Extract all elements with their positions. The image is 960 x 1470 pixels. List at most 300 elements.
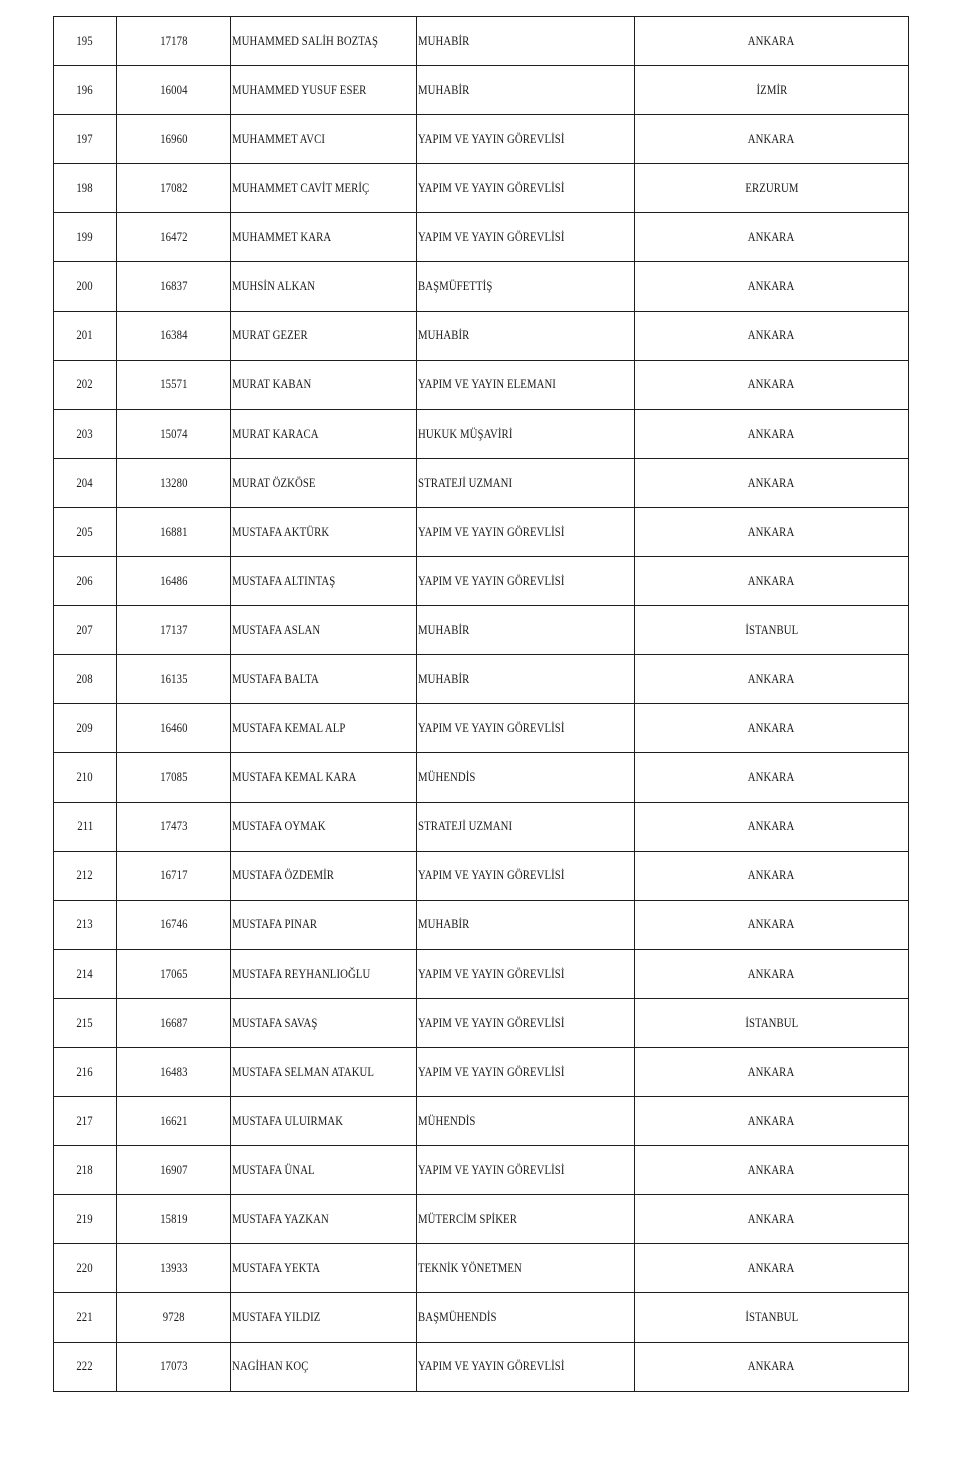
row-number-cell [54,1293,117,1342]
personnel-table [53,16,909,1392]
city-cell [635,1146,909,1195]
table-row [54,115,909,164]
city-cell [635,949,909,998]
city-cell-text: İZMİR [756,82,787,97]
full-name-cell [231,704,417,753]
position-cell-text: MUHABİR [418,917,470,932]
full-name-cell-text: MUSTAFA ULUIRMAK [232,1113,344,1128]
position-cell-text: MÜHENDİS [418,1113,476,1128]
full-name-cell-text: MUHAMMET AVCI [232,131,326,146]
full-name-cell [231,1244,417,1293]
registry-number-cell-text: 16687 [159,1015,188,1030]
position-cell [417,557,635,606]
position-cell [417,66,635,115]
row-number-cell [54,213,117,262]
city-cell-text: ANKARA [748,868,795,883]
table-row [54,1047,909,1096]
position-cell-text: YAPIM VE YAYIN GÖREVLİSİ [418,868,565,883]
table-row [54,606,909,655]
full-name-cell [231,409,417,458]
registry-number-cell [117,458,231,507]
full-name-cell-text: MUHSİN ALKAN [232,279,316,294]
position-cell [417,949,635,998]
position-cell [417,1244,635,1293]
position-cell [417,213,635,262]
registry-number-cell [117,900,231,949]
full-name-cell-text: MUSTAFA YEKTA [232,1261,321,1276]
position-cell-text: MUHABİR [418,622,470,637]
row-number-cell [54,360,117,409]
city-cell-text: ANKARA [748,1212,795,1227]
full-name-cell-text: MUSTAFA ALTINTAŞ [232,573,336,588]
city-cell-text: İSTANBUL [745,1310,798,1325]
row-number-cell-text: 213 [76,917,94,932]
registry-number-cell-text: 17178 [159,33,188,48]
registry-number-cell-text: 17065 [159,966,188,981]
table-row [54,17,909,66]
row-number-cell-text: 209 [76,721,94,736]
table-row [54,458,909,507]
city-cell-text: ANKARA [748,966,795,981]
registry-number-cell-text: 16621 [159,1113,188,1128]
registry-number-cell-text: 16472 [159,230,188,245]
row-number-cell [54,900,117,949]
row-number-cell-text: 221 [76,1310,94,1325]
city-cell [635,753,909,802]
row-number-cell-text: 207 [76,622,94,637]
table-row [54,1195,909,1244]
position-cell [417,1342,635,1391]
full-name-cell-text: MUSTAFA REYHANLIOĞLU [232,966,371,981]
position-cell [417,1097,635,1146]
table-row [54,262,909,311]
row-number-cell [54,164,117,213]
registry-number-cell-text: 15819 [159,1212,188,1227]
registry-number-cell [117,753,231,802]
row-number-cell [54,1244,117,1293]
full-name-cell-text: NAGİHAN KOÇ [232,1359,309,1374]
position-cell-text: MÜHENDİS [418,770,476,785]
row-number-cell-text: 210 [76,770,94,785]
registry-number-cell [117,1097,231,1146]
city-cell-text: İSTANBUL [745,622,798,637]
row-number-cell-text: 197 [76,131,94,146]
personnel-table-body [54,17,909,1392]
row-number-cell [54,998,117,1047]
full-name-cell-text: MUSTAFA BALTA [232,672,319,687]
row-number-cell-text: 205 [76,524,94,539]
table-row [54,1244,909,1293]
full-name-cell [231,557,417,606]
registry-number-cell-text: 15074 [159,426,188,441]
full-name-cell-text: MUSTAFA YAZKAN [232,1212,329,1227]
full-name-cell [231,1293,417,1342]
position-cell [417,704,635,753]
position-cell-text: BAŞMÜFETTİŞ [418,279,493,294]
registry-number-cell-text: 16004 [159,82,188,97]
city-cell-text: ANKARA [748,328,795,343]
table-row [54,1342,909,1391]
row-number-cell [54,704,117,753]
full-name-cell-text: MURAT KARACA [232,426,319,441]
registry-number-cell-text: 16837 [159,279,188,294]
position-cell [417,655,635,704]
row-number-cell [54,17,117,66]
full-name-cell-text: MUSTAFA OYMAK [232,819,326,834]
position-cell-text: YAPIM VE YAYIN GÖREVLİSİ [418,181,565,196]
city-cell-text: ANKARA [748,819,795,834]
position-cell-text: YAPIM VE YAYIN GÖREVLİSİ [418,966,565,981]
city-cell [635,900,909,949]
city-cell [635,704,909,753]
row-number-cell [54,606,117,655]
full-name-cell-text: MUHAMMET KARA [232,230,332,245]
row-number-cell-text: 196 [76,82,94,97]
city-cell-text: ANKARA [748,1359,795,1374]
position-cell [417,409,635,458]
full-name-cell [231,164,417,213]
city-cell [635,164,909,213]
registry-number-cell [117,164,231,213]
position-cell [417,998,635,1047]
full-name-cell-text: MUSTAFA KEMAL ALP [232,721,346,736]
city-cell-text: ANKARA [748,279,795,294]
row-number-cell [54,557,117,606]
registry-number-cell-text: 16881 [159,524,188,539]
position-cell [417,262,635,311]
table-row [54,704,909,753]
full-name-cell [231,1342,417,1391]
position-cell [417,1047,635,1096]
full-name-cell-text: MURAT KABAN [232,377,312,392]
city-cell [635,998,909,1047]
city-cell [635,1293,909,1342]
position-cell [417,360,635,409]
full-name-cell-text: MUSTAFA AKTÜRK [232,524,330,539]
registry-number-cell [117,360,231,409]
registry-number-cell-text: 17073 [159,1359,188,1374]
full-name-cell [231,1047,417,1096]
full-name-cell [231,1195,417,1244]
position-cell-text: YAPIM VE YAYIN ELEMANI [418,377,556,392]
registry-number-cell-text: 17473 [159,819,188,834]
position-cell-text: YAPIM VE YAYIN GÖREVLİSİ [418,131,565,146]
position-cell-text: MUHABİR [418,672,470,687]
table-row [54,164,909,213]
row-number-cell [54,1195,117,1244]
full-name-cell [231,998,417,1047]
registry-number-cell [117,213,231,262]
table-row [54,1097,909,1146]
row-number-cell-text: 204 [76,475,94,490]
city-cell-text: ANKARA [748,1162,795,1177]
position-cell [417,1195,635,1244]
city-cell-text: ANKARA [748,426,795,441]
registry-number-cell-text: 16460 [159,721,188,736]
registry-number-cell-text: 17085 [159,770,188,785]
registry-number-cell [117,704,231,753]
position-cell-text: YAPIM VE YAYIN GÖREVLİSİ [418,1162,565,1177]
row-number-cell-text: 220 [76,1261,94,1276]
full-name-cell-text: MUHAMMET CAVİT MERİÇ [232,181,370,196]
row-number-cell [54,1342,117,1391]
table-row [54,66,909,115]
row-number-cell-text: 198 [76,181,94,196]
position-cell-text: STRATEJİ UZMANI [418,475,513,490]
registry-number-cell [117,1047,231,1096]
full-name-cell [231,17,417,66]
registry-number-cell [117,262,231,311]
position-cell [417,606,635,655]
city-cell [635,1342,909,1391]
city-cell-text: ANKARA [748,1113,795,1128]
city-cell [635,115,909,164]
position-cell-text: MUHABİR [418,82,470,97]
table-row [54,998,909,1047]
row-number-cell-text: 208 [76,672,94,687]
city-cell-text: ANKARA [748,721,795,736]
city-cell [635,17,909,66]
city-cell [635,360,909,409]
registry-number-cell [117,998,231,1047]
position-cell-text: YAPIM VE YAYIN GÖREVLİSİ [418,1064,565,1079]
city-cell-text: ANKARA [748,573,795,588]
position-cell-text: YAPIM VE YAYIN GÖREVLİSİ [418,524,565,539]
row-number-cell [54,1146,117,1195]
position-cell-text: YAPIM VE YAYIN GÖREVLİSİ [418,1015,565,1030]
full-name-cell [231,213,417,262]
row-number-cell-text: 215 [76,1015,94,1030]
full-name-cell [231,949,417,998]
registry-number-cell [117,1195,231,1244]
city-cell [635,851,909,900]
position-cell [417,1293,635,1342]
city-cell-text: ANKARA [748,1261,795,1276]
full-name-cell-text: MURAT GEZER [232,328,308,343]
row-number-cell-text: 214 [76,966,94,981]
position-cell [417,507,635,556]
registry-number-cell [117,507,231,556]
full-name-cell-text: MUSTAFA YILDIZ [232,1310,321,1325]
registry-number-cell-text: 16483 [159,1064,188,1079]
city-cell [635,1244,909,1293]
city-cell [635,311,909,360]
row-number-cell [54,311,117,360]
row-number-cell [54,1047,117,1096]
row-number-cell-text: 219 [76,1212,94,1227]
row-number-cell [54,851,117,900]
row-number-cell [54,66,117,115]
full-name-cell [231,655,417,704]
full-name-cell-text: MUSTAFA ASLAN [232,622,321,637]
row-number-cell [54,802,117,851]
city-cell [635,262,909,311]
row-number-cell [54,949,117,998]
registry-number-cell [117,1342,231,1391]
row-number-cell [54,458,117,507]
full-name-cell [231,115,417,164]
position-cell-text: YAPIM VE YAYIN GÖREVLİSİ [418,573,565,588]
full-name-cell [231,262,417,311]
full-name-cell-text: MUSTAFA ÜNAL [232,1162,315,1177]
full-name-cell-text: MUSTAFA SELMAN ATAKUL [232,1064,375,1079]
city-cell [635,1097,909,1146]
full-name-cell-text: MUHAMMED SALİH BOZTAŞ [232,33,379,48]
row-number-cell [54,409,117,458]
row-number-cell [54,1097,117,1146]
row-number-cell-text: 200 [76,279,94,294]
row-number-cell-text: 206 [76,573,94,588]
full-name-cell [231,311,417,360]
full-name-cell [231,66,417,115]
registry-number-cell-text: 17082 [159,181,188,196]
registry-number-cell-text: 16746 [159,917,188,932]
registry-number-cell [117,17,231,66]
table-row [54,1146,909,1195]
table-row [54,802,909,851]
position-cell-text: BAŞMÜHENDİS [418,1310,497,1325]
row-number-cell [54,753,117,802]
position-cell-text: YAPIM VE YAYIN GÖREVLİSİ [418,1359,565,1374]
registry-number-cell-text: 16135 [159,672,188,687]
city-cell [635,655,909,704]
table-row [54,557,909,606]
city-cell [635,507,909,556]
registry-number-cell-text: 16907 [159,1162,188,1177]
row-number-cell [54,262,117,311]
city-cell [635,66,909,115]
city-cell-text: ANKARA [748,672,795,687]
full-name-cell-text: MURAT ÖZKÖSE [232,475,316,490]
position-cell [417,115,635,164]
registry-number-cell-text: 16960 [159,131,188,146]
full-name-cell [231,606,417,655]
position-cell-text: STRATEJİ UZMANI [418,819,513,834]
position-cell [417,753,635,802]
position-cell [417,458,635,507]
position-cell [417,17,635,66]
city-cell [635,213,909,262]
city-cell-text: ANKARA [748,230,795,245]
position-cell-text: MUHABİR [418,328,470,343]
row-number-cell-text: 203 [76,426,94,441]
registry-number-cell-text: 9728 [162,1310,185,1325]
full-name-cell [231,1097,417,1146]
position-cell-text: HUKUK MÜŞAVİRİ [418,426,513,441]
full-name-cell-text: MUHAMMED YUSUF ESER [232,82,367,97]
row-number-cell [54,115,117,164]
row-number-cell [54,507,117,556]
table-row [54,507,909,556]
position-cell [417,851,635,900]
table-row [54,949,909,998]
table-row [54,655,909,704]
city-cell-text: ANKARA [748,377,795,392]
row-number-cell-text: 212 [76,868,94,883]
city-cell [635,458,909,507]
registry-number-cell [117,851,231,900]
registry-number-cell-text: 16717 [159,868,188,883]
city-cell [635,1047,909,1096]
registry-number-cell [117,311,231,360]
row-number-cell [54,655,117,704]
table-row [54,213,909,262]
city-cell-text: ANKARA [748,131,795,146]
row-number-cell-text: 195 [76,33,94,48]
position-cell [417,164,635,213]
table-row [54,851,909,900]
city-cell-text: ANKARA [748,524,795,539]
registry-number-cell-text: 15571 [159,377,188,392]
row-number-cell-text: 216 [76,1064,94,1079]
city-cell-text: İSTANBUL [745,1015,798,1030]
registry-number-cell [117,1244,231,1293]
registry-number-cell [117,802,231,851]
registry-number-cell [117,949,231,998]
city-cell-text: ANKARA [748,33,795,48]
registry-number-cell-text: 16384 [159,328,188,343]
row-number-cell-text: 201 [76,328,94,343]
registry-number-cell-text: 13933 [159,1261,188,1276]
row-number-cell-text: 218 [76,1162,94,1177]
full-name-cell [231,507,417,556]
position-cell [417,802,635,851]
full-name-cell [231,753,417,802]
position-cell-text: YAPIM VE YAYIN GÖREVLİSİ [418,721,565,736]
registry-number-cell [117,557,231,606]
table-row [54,360,909,409]
registry-number-cell [117,606,231,655]
city-cell-text: ANKARA [748,917,795,932]
row-number-cell-text: 202 [76,377,94,392]
full-name-cell [231,458,417,507]
registry-number-cell [117,1293,231,1342]
city-cell-text: ANKARA [748,770,795,785]
registry-number-cell [117,655,231,704]
full-name-cell [231,360,417,409]
full-name-cell [231,1146,417,1195]
table-row [54,753,909,802]
row-number-cell-text: 211 [77,819,93,834]
position-cell-text: YAPIM VE YAYIN GÖREVLİSİ [418,230,565,245]
registry-number-cell [117,1146,231,1195]
position-cell-text: MÜTERCİM SPİKER [418,1212,517,1227]
full-name-cell [231,851,417,900]
position-cell-text: MUHABİR [418,33,470,48]
full-name-cell [231,900,417,949]
city-cell [635,802,909,851]
table-row [54,1293,909,1342]
registry-number-cell-text: 17137 [159,622,188,637]
row-number-cell-text: 222 [76,1359,94,1374]
position-cell [417,311,635,360]
city-cell [635,557,909,606]
position-cell-text: TEKNİK YÖNETMEN [418,1261,522,1276]
registry-number-cell-text: 16486 [159,573,188,588]
position-cell [417,900,635,949]
full-name-cell-text: MUSTAFA SAVAŞ [232,1015,318,1030]
city-cell-text: ANKARA [748,1064,795,1079]
registry-number-cell [117,115,231,164]
row-number-cell-text: 217 [76,1113,94,1128]
registry-number-cell [117,66,231,115]
table-row [54,900,909,949]
city-cell-text: ERZURUM [744,181,799,196]
full-name-cell-text: MUSTAFA ÖZDEMİR [232,868,335,883]
city-cell [635,1195,909,1244]
table-row [54,409,909,458]
row-number-cell-text: 199 [76,230,94,245]
